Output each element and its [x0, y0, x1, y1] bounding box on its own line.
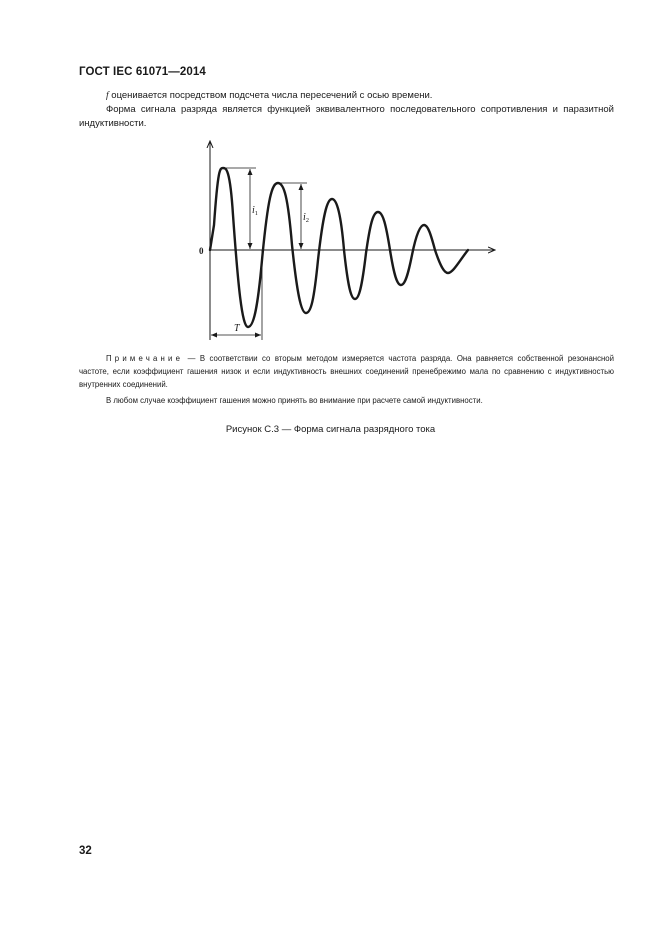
paragraph-frequency: [79, 89, 614, 103]
figure-caption: Рисунок С.3 — Форма сигнала разрядного тока: [225, 424, 436, 435]
i2-label: $i_2$: [303, 212, 310, 224]
i1-label: $i_1$: [252, 205, 259, 217]
note-text: — В соответствии со вторым методом измеряется частота разряда. Она равняется собственной резонансной частоте, если коэффициент гашения низок и если индуктивность внешних соединений пренебрежимо мала по сравнению с индуктивностью внутренних соединений.: [79, 354, 614, 389]
discharge-waveform-figure: [180, 135, 500, 350]
period-label: T: [234, 323, 240, 334]
paragraph-waveform: Форма сигнала разряда является функцией эквивалентного последовательного сопротивления и паразитной индуктивности.: [79, 104, 614, 129]
figure-note-continuation: В любом случае коэффициент гашения можно принять во внимание при расчете самой индуктивности.: [106, 396, 483, 405]
figure-note: [79, 352, 614, 391]
paragraph-frequency-text: оценивается посредством подсчета числа пересечений с осью времени.: [108, 90, 433, 101]
discharge-current-curve: [210, 168, 468, 327]
page-number: 32: [79, 845, 92, 857]
note-label: Примечание: [106, 354, 184, 363]
frequency-symbol: f: [106, 91, 109, 101]
origin-label: 0: [199, 246, 204, 256]
document-header: ГОСТ IEC 61071—2014: [79, 66, 206, 78]
